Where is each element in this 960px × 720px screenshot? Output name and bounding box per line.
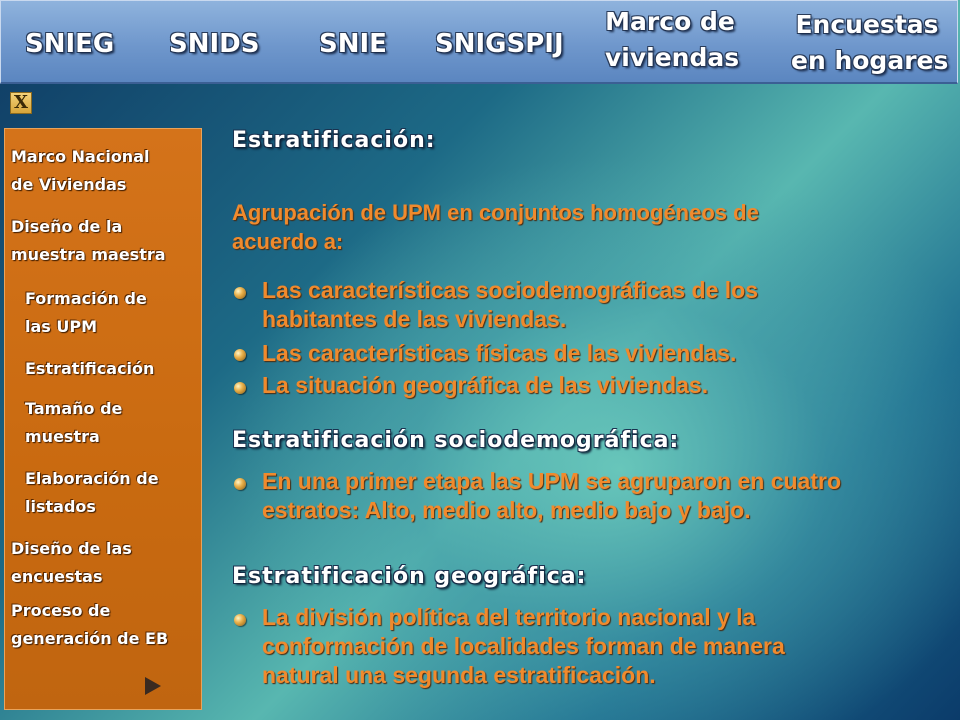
bullet-icon xyxy=(234,478,246,490)
nav-encuestas-line2: en hogares xyxy=(791,46,949,75)
list-item xyxy=(262,371,942,400)
nav-encuestas-hogares[interactable] xyxy=(791,7,949,79)
sidebar-item-estratificacion[interactable]: Estratificación xyxy=(25,359,155,378)
nav-marco-viviendas[interactable] xyxy=(605,4,740,76)
sidebar-item-formacion-upm[interactable] xyxy=(25,285,147,341)
nav-snids[interactable]: SNIDS xyxy=(169,29,260,59)
sidebar-item-diseno-muestra[interactable] xyxy=(11,213,166,269)
top-nav-bar xyxy=(0,0,958,84)
sidebar-label: Elaboración de xyxy=(25,469,159,488)
list-item xyxy=(262,339,942,368)
nav-snie[interactable]: SNIE xyxy=(319,29,387,59)
list-item xyxy=(262,603,952,690)
nav-snieg[interactable]: SNIEG xyxy=(25,29,115,59)
sidebar-item-elaboracion-listados[interactable] xyxy=(25,465,159,521)
nav-snigspij[interactable]: SNIGSPIJ xyxy=(435,29,564,59)
intro-line: Agrupación de UPM en conjuntos homogéneos de xyxy=(232,200,759,225)
list-item-line: La división política del territorio nacional y la xyxy=(262,604,756,630)
sidebar-label: muestra xyxy=(25,427,100,446)
sidebar-label: Marco Nacional xyxy=(11,147,150,166)
nav-marco-line1: Marco de xyxy=(605,7,735,36)
list-item-line: Las características sociodemográficas de los xyxy=(262,277,759,303)
sidebar-label: Diseño de las xyxy=(11,539,132,558)
sidebar-label: las UPM xyxy=(25,317,98,336)
sidebar-label: generación de EB xyxy=(11,629,169,648)
bullet-icon xyxy=(234,287,246,299)
sidebar-label: Proceso de xyxy=(11,601,111,620)
sidebar-label: Tamaño de xyxy=(25,399,123,418)
sidebar-item-diseno-encuestas[interactable] xyxy=(11,535,132,591)
sidebar-item-tamano-muestra[interactable] xyxy=(25,395,122,451)
sidebar-label: de Viviendas xyxy=(11,175,127,194)
next-arrow-icon[interactable] xyxy=(145,677,161,695)
list-item xyxy=(262,276,942,334)
list-item-line: La situación geográfica de las viviendas. xyxy=(262,372,709,398)
intro-line: acuerdo a: xyxy=(232,229,344,254)
page-title: Estratificación: xyxy=(232,128,436,153)
list-item-line: habitantes de las viviendas. xyxy=(262,306,567,332)
sidebar-label: Diseño de la xyxy=(11,217,123,236)
sidebar-label: encuestas xyxy=(11,567,103,586)
sidebar-item-marco-nacional[interactable] xyxy=(11,143,149,199)
sidebar-label: muestra maestra xyxy=(11,245,166,264)
section-heading-sociodemografica: Estratificación sociodemográfica: xyxy=(232,428,680,453)
nav-marco-line2: viviendas xyxy=(605,43,740,72)
list-item-line: Las características físicas de las viviendas. xyxy=(262,340,737,366)
section-heading-geografica: Estratificación geográfica: xyxy=(232,564,587,589)
bullet-icon xyxy=(234,382,246,394)
intro-text xyxy=(232,198,932,256)
close-button[interactable]: X xyxy=(10,92,32,114)
sidebar-label: listados xyxy=(25,497,96,516)
bullet-icon xyxy=(234,614,246,626)
list-item-line: En una primer etapa las UPM se agruparon en cuatro xyxy=(262,468,841,494)
sidebar-menu xyxy=(4,128,202,710)
nav-encuestas-line1: Encuestas xyxy=(795,10,939,39)
sidebar-item-proceso-eb[interactable] xyxy=(11,597,168,653)
list-item xyxy=(262,467,952,525)
bullet-icon xyxy=(234,349,246,361)
sidebar-label: Formación de xyxy=(25,289,147,308)
list-item-line: conformación de localidades forman de manera xyxy=(262,633,785,659)
list-item-line: estratos: Alto, medio alto, medio bajo y bajo. xyxy=(262,497,751,523)
list-item-line: natural una segunda estratificación. xyxy=(262,662,656,688)
